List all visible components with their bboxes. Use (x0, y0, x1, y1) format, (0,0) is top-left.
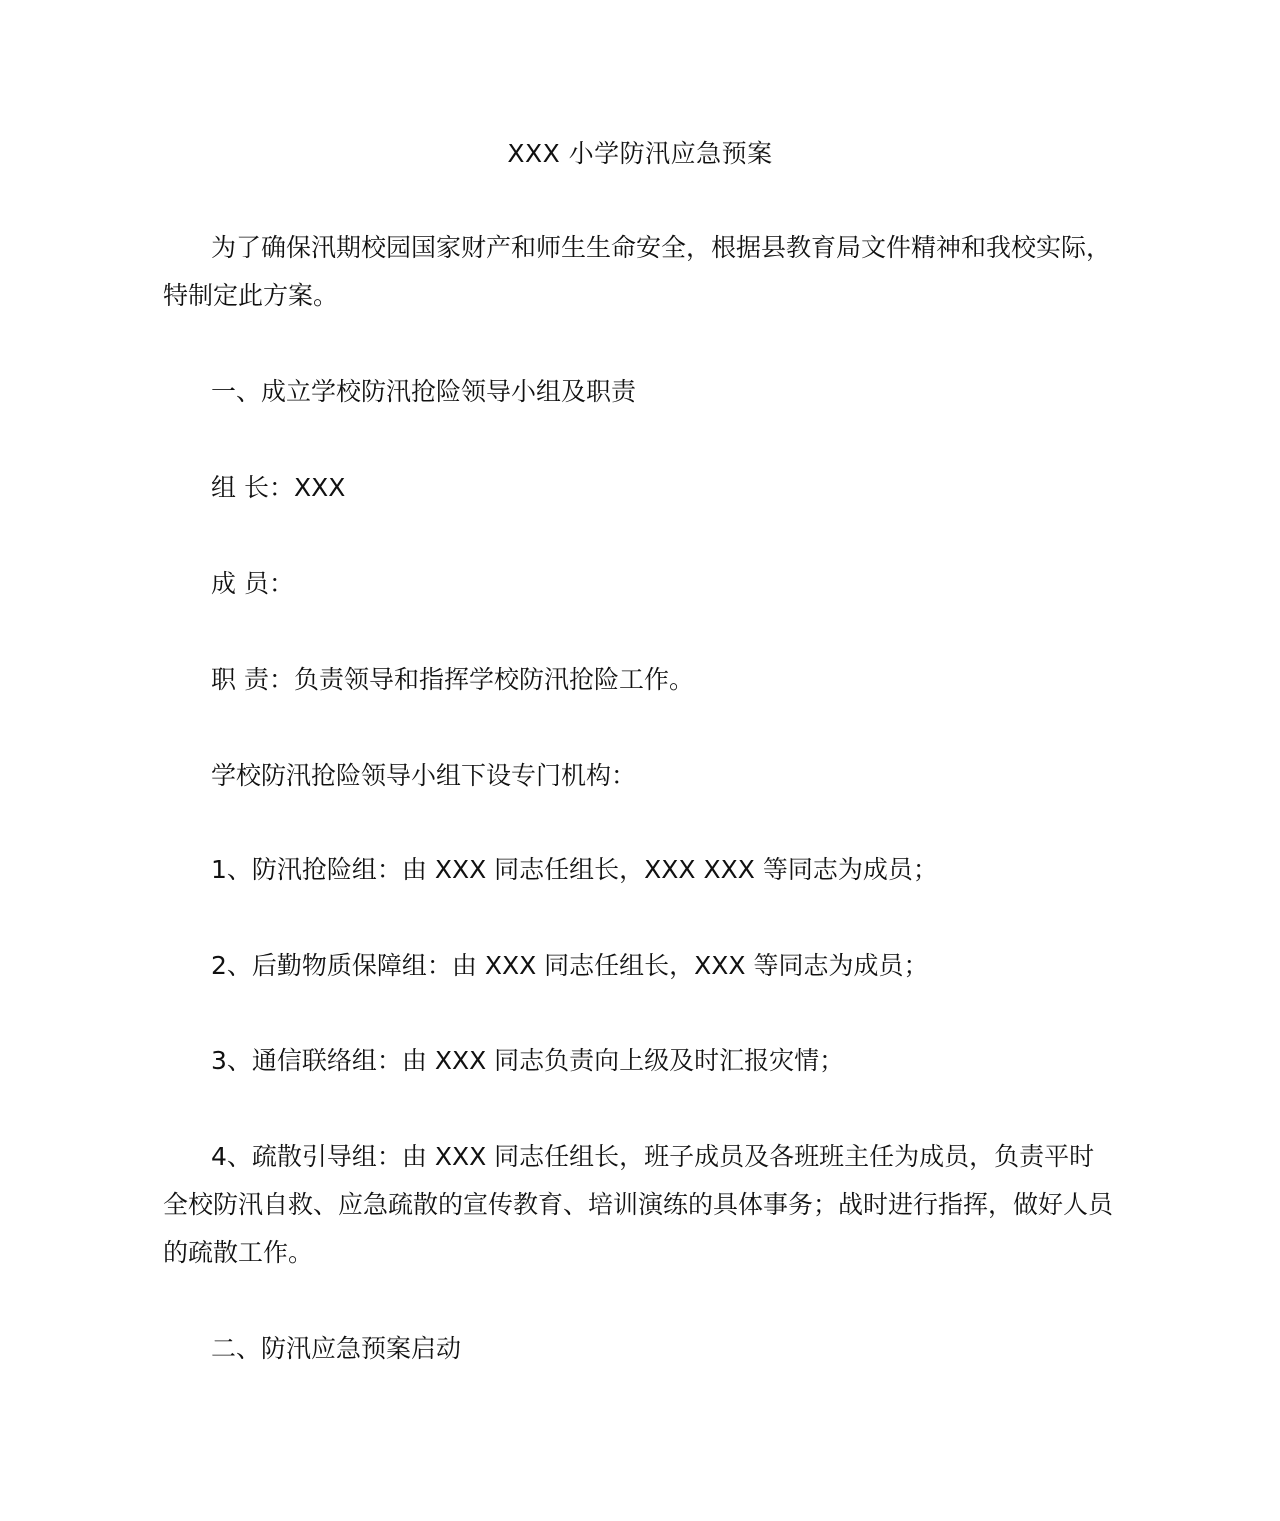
list-item-evacuation-group: 4、疏散引导组：由 XXX 同志任组长，班子成员及各班班主任为成员，负责平时全校防汛自救、应急疏散的宣传教育、培训演练的具体事务；战时进行指挥，做好人员的疏散工作。 (163, 1142, 1114, 1267)
section-heading-2: 二、防汛应急预案启动 (211, 1334, 462, 1363)
section-heading-1: 一、成立学校防汛抢险领导小组及职责 (211, 377, 637, 406)
intro-paragraph: 为了确保汛期校园国家财产和师生生命安全，根据县教育局文件精神和我校实际，特制定此方案。 (163, 233, 1112, 310)
list-item-logistics-group: 2、后勤物质保障组：由 XXX 同志任组长，XXX 等同志为成员； (211, 951, 929, 980)
list-item-rescue-group: 1、防汛抢险组：由 XXX 同志任组长，XXX XXX 等同志为成员； (211, 855, 938, 884)
leader-line: 组 长：XXX (211, 473, 346, 502)
members-line: 成 员： (211, 569, 294, 598)
document-title: XXX 小学防汛应急预案 (507, 139, 773, 168)
sub-units-intro: 学校防汛抢险领导小组下设专门机构： (211, 761, 637, 790)
duty-line: 职 责：负责领导和指挥学校防汛抢险工作。 (211, 665, 694, 694)
list-item-communication-group: 3、通信联络组：由 XXX 同志负责向上级及时汇报灾情； (211, 1046, 845, 1075)
